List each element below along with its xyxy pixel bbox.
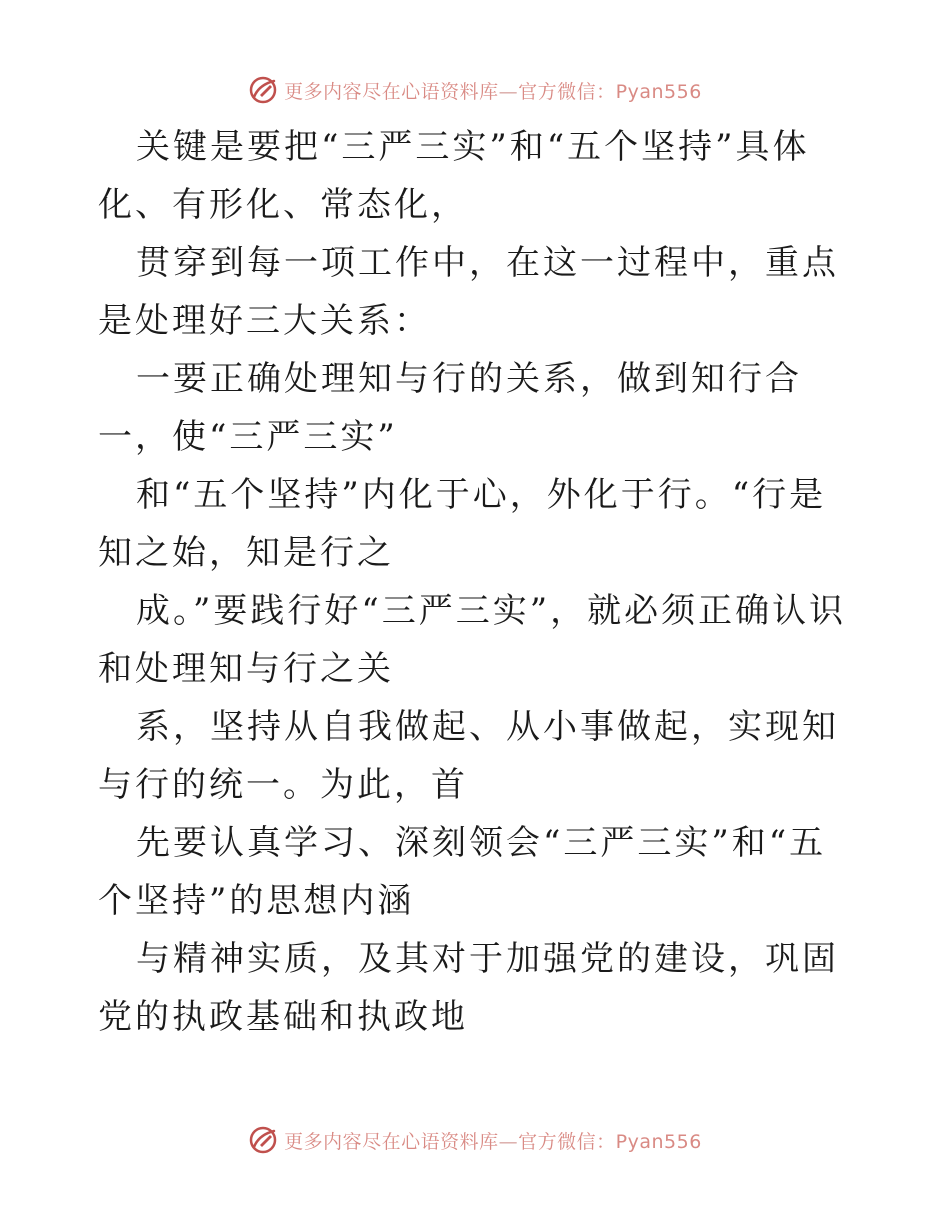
paragraph-6: 系，坚持从自我做起、从小事做起，实现知与行的统一。为此，首 bbox=[98, 707, 839, 805]
header-banner bbox=[0, 70, 950, 110]
pen-logo-icon bbox=[248, 75, 278, 105]
header-text: 更多内容尽在心语资料库—官方微信：Pyan556 bbox=[284, 80, 702, 103]
paragraph-4: 和“五个坚持”内化于心，外化于行。“行是知之始，知是行之 bbox=[98, 475, 827, 573]
paragraph-3: 一要正确处理知与行的关系，做到知行合一，使“三严三实” bbox=[98, 359, 802, 457]
paragraph-7: 先要认真学习、深刻领会“三严三实”和“五个坚持”的思想内涵 bbox=[98, 823, 827, 921]
document-body bbox=[98, 118, 858, 1046]
footer-banner bbox=[0, 1120, 950, 1160]
footer-text: 更多内容尽在心语资料库—官方微信：Pyan556 bbox=[284, 1130, 702, 1153]
paragraph-5: 成。”要践行好“三严三实”，就必须正确认识和处理知与行之关 bbox=[98, 591, 847, 689]
paragraph-8: 与精神实质，及其对于加强党的建设，巩固党的执政基础和执政地 bbox=[98, 939, 839, 1037]
paragraph-1: 关键是要把“三严三实”和“五个坚持”具体化、有形化、常态化， bbox=[98, 127, 810, 225]
paragraph-2: 贯穿到每一项工作中，在这一过程中，重点是处理好三大关系： bbox=[98, 243, 839, 341]
pen-logo-icon bbox=[248, 1125, 278, 1155]
